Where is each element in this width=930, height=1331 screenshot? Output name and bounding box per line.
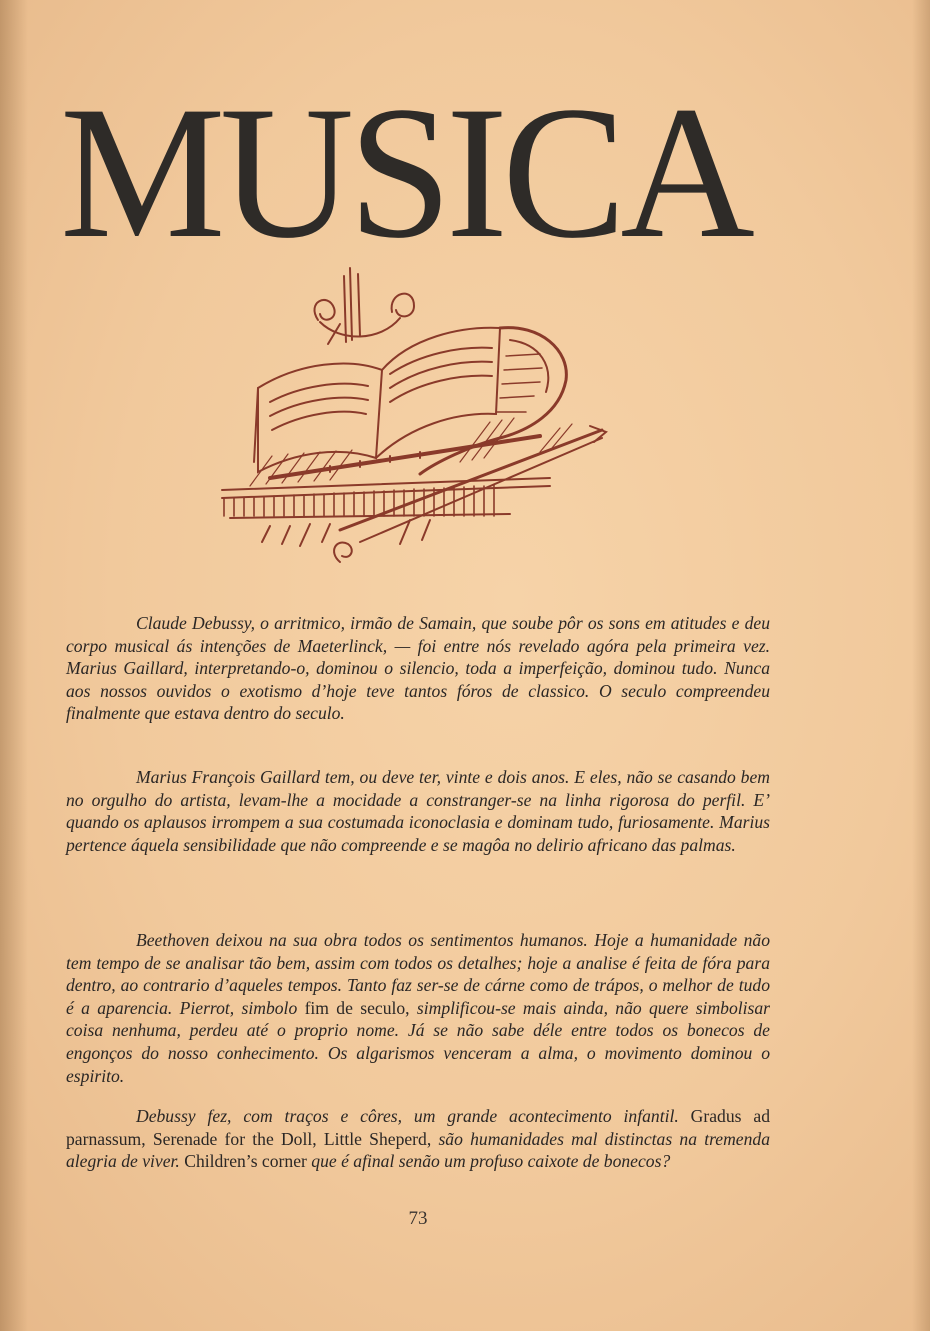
text-run-roman: fim de seculo,	[304, 997, 410, 1018]
paragraph-beethoven	[66, 929, 770, 1087]
text-run-roman: Gradus ad parnassum, Serenade for the Doll, Little Sheperd,	[66, 1106, 770, 1149]
text-run: Beethoven deixou na sua obra todos os sentimentos humanos. Hoje a humanidade não tem tempo de se analisar tão bem, assim com todos os detalhes; hoje a analise é feita de fóra para dentro, ao contrario d’aqueles tempos. Tanto faz ser-se de cárne como de trápos, o melhor de tudo é a aparencia. Pierrot, simbolo	[66, 930, 770, 1018]
music-still-life-illustration	[210, 262, 620, 582]
text-run: que é afinal senão um profuso caixote de bonecos?	[306, 1151, 671, 1172]
text-run: Debussy fez, com traços e côres, um grande acontecimento infantil.	[136, 1106, 691, 1126]
text-run: são humanidades mal distinctas na tremenda alegria de viver.	[66, 1128, 770, 1172]
paragraph-text	[66, 1105, 770, 1173]
text-run: simplificou-se mais ainda, não quere simbolisar coisa nenhuma, perdeu até o proprio nome. Já se não sabe déle entre todos os bonecos de engonços do nosso conhecimento. Os algarismos venceram a alma, o movimento dominou o espirito.	[66, 997, 771, 1086]
page-title: MUSICA	[60, 68, 749, 278]
paragraph-childrens-corner	[66, 1105, 770, 1173]
paragraph-debussy-intro	[66, 612, 770, 725]
paragraph-gaillard	[66, 766, 770, 856]
page-number: 73	[408, 1208, 428, 1229]
paragraph-text: Claude Debussy, o arritmico, irmão de Samain, que soube pôr os sons em atitudes e deu corpo musical ás intenções de Maeterlinck, — foi entre nós revelado agóra pela primeira vez. Marius Gaillard, interpretando-o, dominou o silencio, toda a imperfeição, dominou tudo. Nunca aos nossos ouvidos o exotismo d’hoje teve tantos fóros de classico. O seculo compreendeu finalmente que estava dentro do seculo.	[66, 613, 770, 724]
paragraph-text: Marius François Gaillard tem, ou deve ter, vinte e dois anos. E eles, não se casando bem no orgulho do artista, levam-lhe a mocidade a constranger-se na linha rigorosa do perfil. E’ quando os aplausos irrompem a sua costumada iconoclasia e dominam tudo, furiosamente. Marius pertence áquela sensibilidade que não compreende e se magôa no delirio africano das palmas.	[66, 767, 770, 855]
text-run-roman: Children’s corner	[184, 1151, 307, 1172]
page-edge-shadow	[912, 0, 930, 1331]
page-gutter-shadow	[0, 0, 28, 1331]
paragraph-text	[66, 929, 770, 1087]
